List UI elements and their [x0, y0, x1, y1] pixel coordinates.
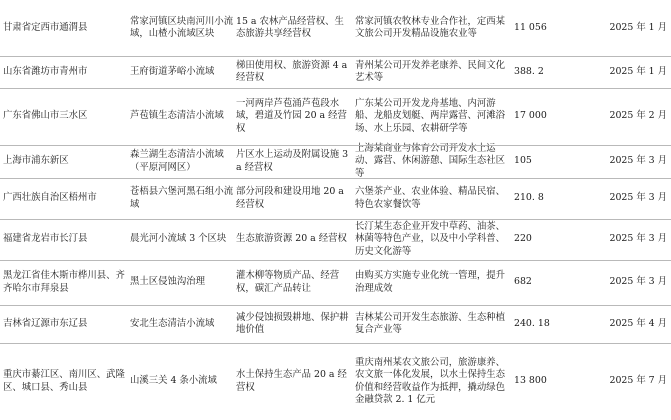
- amount-cell: [514, 0, 574, 56]
- rights-cell: [236, 178, 350, 219]
- project-scope-cell-text: 芦苞镇生态清洁小流域: [130, 110, 224, 122]
- development-model-cell: [355, 56, 505, 88]
- date-cell: [575, 178, 667, 219]
- date-cell-text: 2025 年 4 月: [609, 317, 667, 329]
- amount-cell-text: 210. 8: [514, 192, 544, 204]
- row-divider: [0, 343, 671, 344]
- region-cell: [3, 145, 125, 178]
- date-cell: [575, 88, 667, 145]
- rights-cell: [236, 343, 350, 420]
- development-model-cell-text: 青州某公司开发养老康养、民间文化艺术等: [355, 59, 506, 83]
- amount-cell: [514, 260, 574, 305]
- project-scope-cell-text: 黑土区侵蚀沟治理: [130, 276, 206, 288]
- region-cell-text: 广西壮族自治区梧州市: [3, 192, 97, 204]
- project-scope-cell: [130, 0, 234, 56]
- date-cell: [575, 219, 667, 260]
- region-cell: [3, 260, 125, 305]
- project-scope-cell: [130, 145, 234, 178]
- row-divider: [0, 178, 671, 179]
- project-scope-cell: [130, 56, 234, 88]
- development-model-cell: [355, 305, 505, 343]
- region-cell-text: 重庆市綦江区、南川区、武隆区、城口县、秀山县: [3, 369, 125, 393]
- project-scope-cell: [130, 260, 234, 305]
- region-cell: [3, 178, 125, 219]
- development-model-cell-text: 重庆南州某农文旅公司，旅游康养、农文旅一体化发展，以水土保持生态价值和经营收益作为抵押，撬动绿色金融贷款 2. 1 亿元: [355, 356, 506, 405]
- project-scope-cell: [130, 305, 234, 343]
- rights-cell: [236, 56, 350, 88]
- row-divider: [0, 145, 671, 146]
- development-model-cell: [355, 343, 505, 420]
- region-cell-text: 吉林省辽源市东辽县: [3, 317, 88, 329]
- development-model-cell-text: 由购买方实施专业化统一管理，提升治理成效: [355, 270, 506, 294]
- amount-cell: [514, 56, 574, 88]
- date-cell-text: 2025 年 3 月: [609, 276, 667, 288]
- rights-cell-text: 灌木柳等物质产品、经营权，碳汇产品转让: [236, 270, 340, 294]
- development-model-cell-text: 常家河镇农牧林专业合作社，定西某文旅公司开发精品设施农业等: [355, 15, 506, 39]
- date-cell-text: 2025 年 7 月: [609, 375, 667, 387]
- development-model-cell-text: 长汀某生态企业开发中草药、油茶、林菌等特色产业，以及中小学科普、历史文化游等: [355, 220, 506, 257]
- region-cell-text: 福建省龙岩市长汀县: [3, 233, 88, 245]
- row-divider: [0, 260, 671, 261]
- project-scope-cell: [130, 88, 234, 145]
- development-model-cell: [355, 260, 505, 305]
- development-model-cell-text: 广东某公司开发龙舟基地、内河游船、龙船皮划艇、两岸露营、河滩浴场、水上乐园、农耕研学等: [355, 97, 506, 134]
- amount-cell-text: 240. 18: [514, 317, 550, 329]
- region-cell: [3, 219, 125, 260]
- project-scope-cell-text: 森兰湖生态清洁小流域（平原河网区）: [130, 149, 224, 173]
- region-cell: [3, 88, 125, 145]
- date-cell: [575, 260, 667, 305]
- date-cell: [575, 56, 667, 88]
- date-cell: [575, 305, 667, 343]
- region-cell-text: 甘肃省定西市通渭县: [3, 21, 88, 33]
- project-scope-cell: [130, 343, 234, 420]
- date-cell-text: 2025 年 2 月: [609, 110, 667, 122]
- amount-cell: [514, 178, 574, 219]
- amount-cell-text: 682: [514, 276, 532, 288]
- rights-cell-text: 片区水上运动及附属设施 3 a 经营权: [236, 149, 349, 173]
- rights-cell: [236, 145, 350, 178]
- row-divider: [0, 305, 671, 306]
- project-scope-cell-text: 苍梧县六堡河黑石组小流域: [130, 186, 234, 210]
- amount-cell: [514, 145, 574, 178]
- region-cell-text: 山东省潍坊市青州市: [3, 65, 88, 77]
- amount-cell-text: 388. 2: [514, 65, 544, 77]
- amount-cell-text: 11 056: [514, 21, 547, 33]
- date-cell: [575, 145, 667, 178]
- rights-cell-text: 水土保持生态产品 20 a 经营权: [236, 369, 347, 393]
- rights-cell-text: 一河两岸芦苞涌芦苞段水域，碧道及竹园 20 a 经营权: [236, 97, 347, 134]
- row-divider: [0, 219, 671, 220]
- region-cell-text: 广东省佛山市三水区: [3, 110, 88, 122]
- region-cell-text: 上海市浦东新区: [3, 155, 69, 167]
- date-cell-text: 2025 年 3 月: [609, 155, 667, 167]
- amount-cell: [514, 305, 574, 343]
- development-model-cell-text: 吉林某公司开发生态旅游、生态种植复合产业等: [355, 311, 506, 335]
- date-cell: [575, 0, 667, 56]
- date-cell-text: 2025 年 3 月: [609, 192, 667, 204]
- project-scope-cell: [130, 178, 234, 219]
- region-cell: [3, 305, 125, 343]
- amount-cell: [514, 219, 574, 260]
- rights-cell: [236, 305, 350, 343]
- development-model-cell: [355, 0, 505, 56]
- amount-cell-text: 13 800: [514, 375, 547, 387]
- development-model-cell-text: 上海某商业与体育公司开发水上运动、露营、休闲游憩、国际生态社区等: [355, 142, 506, 179]
- project-scope-cell-text: 常家河镇区块南河川小流域，山楂小流域区块: [130, 15, 234, 39]
- date-cell-text: 2025 年 1 月: [609, 65, 667, 77]
- rights-cell: [236, 88, 350, 145]
- development-model-cell-text: 六堡茶产业、农业体验、精品民宿、特色农家餐饮等: [355, 186, 506, 210]
- rights-cell-text: 生态旅游资源 20 a 经营权: [236, 233, 347, 245]
- region-cell: [3, 56, 125, 88]
- project-scope-cell-text: 山溪三关 4 条小流域: [130, 375, 217, 387]
- row-divider: [0, 56, 671, 57]
- development-model-cell: [355, 219, 505, 260]
- amount-cell-text: 220: [514, 233, 532, 245]
- project-scope-cell: [130, 219, 234, 260]
- amount-cell: [514, 343, 574, 420]
- row-divider: [0, 88, 671, 89]
- development-model-cell: [355, 178, 505, 219]
- rights-cell-text: 减少侵蚀损毁耕地、保护耕地价值: [236, 311, 349, 335]
- region-cell: [3, 0, 125, 56]
- date-cell-text: 2025 年 1 月: [609, 21, 667, 33]
- rights-cell: [236, 0, 350, 56]
- development-model-cell: [355, 88, 505, 145]
- region-cell-text: 黑龙江省佳木斯市桦川县、齐齐哈尔市拜泉县: [3, 270, 125, 294]
- rights-cell-text: 梯田使用权、旅游资源 4 a 经营权: [236, 59, 348, 83]
- date-cell: [575, 343, 667, 420]
- project-scope-cell-text: 安北生态清洁小流域: [130, 317, 215, 329]
- rights-cell: [236, 260, 350, 305]
- date-cell-text: 2025 年 3 月: [609, 233, 667, 245]
- amount-cell-text: 17 000: [514, 110, 547, 122]
- rights-cell-text: 部分河段和建设用地 20 a 经营权: [236, 186, 344, 210]
- rights-cell: [236, 219, 350, 260]
- region-cell: [3, 343, 125, 420]
- project-scope-cell-text: 王府街道茅峪小流域: [130, 65, 215, 77]
- amount-cell: [514, 88, 574, 145]
- development-model-cell: [355, 142, 506, 179]
- amount-cell-text: 105: [514, 155, 532, 167]
- rights-cell-text: 15 a 农林产品经营权、生态旅游共享经营权: [236, 15, 344, 39]
- project-scope-cell-text: 晨光河小流域 3 个区块: [130, 233, 227, 245]
